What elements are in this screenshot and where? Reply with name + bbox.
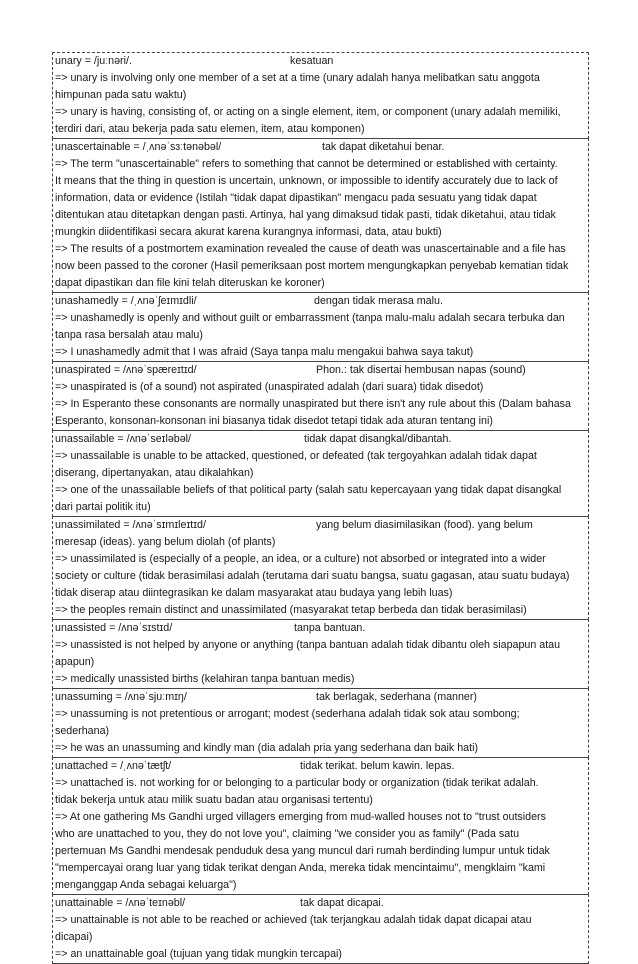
dictionary-entry — [52, 52, 589, 139]
entry-text-line: Esperanto, konsonan-konsonan ini biasanya tidak disedot tetapi tidak ada aturan tentang ini) — [54, 413, 587, 431]
entry-header — [54, 53, 587, 70]
entry-term: unaspirated = /ʌnəˈspæreɪtɪd/ — [55, 364, 197, 376]
entry-gloss: tak berlagak, sederhana (manner) — [316, 691, 477, 703]
entry-text-line: now been passed to the coroner (Hasil pemeriksaan post mortem mengungkapkan penyebab kematian tidak — [55, 260, 569, 272]
entry-header — [54, 758, 587, 775]
dictionary-entry — [52, 516, 589, 620]
dictionary-entry — [52, 894, 589, 964]
dictionary-entry — [52, 138, 589, 293]
entry-term: unassailable = /ʌnəˈseɪləbəl/ — [55, 433, 191, 445]
entry-text-line: dicapai) — [55, 931, 93, 943]
dictionary-entry — [52, 757, 589, 895]
entry-text-line: tidak diserap atau diintegrasikan ke dalam masyarakat atau budaya yang lebih luas) — [55, 587, 453, 599]
dictionary-page — [52, 52, 589, 964]
entry-header — [54, 362, 587, 379]
entry-term: unattainable = /ʌnəˈteɪnəbl/ — [55, 897, 186, 909]
entry-gloss: tidak terikat. belum kawin. lepas. — [300, 760, 455, 772]
entry-text-line: tanpa rasa bersalah atau malu) — [55, 329, 203, 341]
entry-text-line: dapat dipastikan dan file kini telah diteruskan ke koroner) — [54, 275, 587, 293]
entry-text-line: "mempercayai orang luar yang tidak terikat dengan Anda, mereka tidak mencintaimu", mengklaim "kami — [55, 862, 546, 874]
entry-text-line: => unary is involving only one member of a set at a time (unary adalah hanya melibatkan satu anggota — [55, 72, 540, 84]
entry-term: unassimilated = /ʌnəˈsɪmɪleɪtɪd/ — [55, 519, 206, 531]
entry-term: unashamedly = /ˌʌnəˈʃeɪmɪdli/ — [55, 295, 197, 307]
entry-text-line: => At one gathering Ms Gandhi urged villagers emerging from mud-walled houses not to "trust outsiders — [55, 811, 546, 823]
entry-text-line: pertemuan Ms Gandhi mendesak penduduk desa yang muncul dari rumah berdinding lumpur untuk tidak — [55, 845, 550, 857]
entry-text-line: => medically unassisted births (kelahiran tanpa bantuan medis) — [54, 671, 587, 689]
entry-term: unascertainable = /ˌʌnəˈsɜːtənəbəl/ — [55, 141, 222, 153]
entry-gloss: tak dapat dicapai. — [300, 897, 384, 909]
entry-gloss: Phon.: tak disertai hembusan napas (sound) — [316, 364, 526, 376]
entry-text-line: => unattached is. not working for or belonging to a particular body or organization (tidak terikat adalah. — [55, 777, 539, 789]
entry-text-line: It means that the thing in question is uncertain, unknown, or impossible to identify accurately due to lack of — [55, 175, 558, 187]
entry-text-line: => The results of a postmortem examination revealed the cause of death was unascertainable and a file has — [55, 243, 566, 255]
dictionary-entry — [52, 430, 589, 517]
entry-text-line: apapun) — [55, 656, 95, 668]
entry-header — [54, 517, 587, 534]
entry-text-line: => In Esperanto these consonants are normally unaspirated but there isn't any rule about this (Dalam bahasa — [55, 398, 571, 410]
entry-text-line: society or culture (tidak berasimilasi adalah (terutama dari suatu bangsa, suatu gagasan, atau suatu budaya) — [55, 570, 570, 582]
entry-header — [54, 139, 587, 156]
entry-text-line: => unassisted is not helped by anyone or anything (tanpa bantuan adalah tidak dibantu oleh siapapun atau — [55, 639, 561, 651]
entry-text-line: sederhana) — [55, 725, 110, 737]
entry-text-line: ditentukan atau ditetapkan dengan pasti. Artinya, hal yang dimaksud tidak pasti, tidak diketahui, atau tidak — [55, 209, 556, 221]
entry-text-line: information, data or evidence (Istilah "tidak dapat dipastikan" mengacu pada sesuatu yang tidak dapat — [55, 192, 537, 204]
entry-gloss: dengan tidak merasa malu. — [314, 295, 443, 307]
dictionary-entry — [52, 361, 589, 431]
entry-header — [54, 689, 587, 706]
entry-gloss: kesatuan — [290, 55, 334, 67]
entry-text-line: => unary is having, consisting of, or acting on a single element, item, or component (unary adalah memiliki, — [55, 106, 561, 118]
entry-text-line: => the peoples remain distinct and unassimilated (masyarakat tetap berbeda dan tidak berasimilasi) — [54, 602, 587, 620]
entry-gloss: tidak dapat disangkal/dibantah. — [304, 433, 452, 445]
entry-term: unassisted = /ʌnəˈsɪstɪd/ — [55, 622, 173, 634]
entry-term: unary = /juːnəri/. — [55, 55, 132, 67]
entry-term: unattached = /ˌʌnəˈtætʃt/ — [55, 760, 172, 772]
entry-text-line: => unassimilated is (especially of a people, an idea, or a culture) not absorbed or integrated into a wider — [55, 553, 546, 565]
entry-text-line: => one of the unassailable beliefs of that political party (salah satu kepercayaan yang tidak dapat disangkal — [55, 484, 562, 496]
entry-gloss: yang belum diasimilasikan (food). yang belum — [316, 519, 533, 531]
entry-text-line: => The term "unascertainable" refers to something that cannot be determined or established with certainty. — [55, 158, 558, 170]
entry-header — [54, 293, 587, 310]
entry-text-line: => unassailable is unable to be attacked, questioned, or defeated (tak tergoyahkan adalah tidak dapat — [55, 450, 537, 462]
entry-header — [54, 431, 587, 448]
entry-text-line: who are unattached to you, they do not love you", claiming "we consider you as family" (Pada satu — [55, 828, 520, 840]
entry-text-line: => unattainable is not able to be reached or achieved (tak terjangkau adalah tidak dapat dicapai atau — [55, 914, 532, 926]
entry-header — [54, 895, 587, 912]
entry-gloss: tanpa bantuan. — [294, 622, 366, 634]
entry-text-line: diserang, dipertanyakan, atau dikalahkan) — [55, 467, 254, 479]
dictionary-entry — [52, 292, 589, 362]
entry-text-line: tidak bekerja untuk atau milik suatu badan atau organisasi tertentu) — [55, 794, 373, 806]
entry-term: unassuming = /ʌnəˈsjuːmɪŋ/ — [55, 691, 187, 703]
entry-text-line: dari partai politik itu) — [54, 499, 587, 517]
entry-text-line: => an unattainable goal (tujuan yang tidak mungkin tercapai) — [54, 946, 587, 964]
entry-text-line: mungkin diidentifikasi secara akurat karena kurangnya informasi, data, atau bukti) — [55, 226, 442, 238]
dictionary-entry — [52, 688, 589, 758]
entry-text-line: terdiri dari, atau bekerja pada satu elemen, item, atau komponen) — [54, 121, 587, 139]
entry-text-line: meresap (ideas). yang belum diolah (of plants) — [55, 536, 276, 548]
entry-header — [54, 620, 587, 637]
entry-text-line: => unaspirated is (of a sound) not aspirated (unaspirated adalah (dari suara) tidak disedot) — [55, 381, 484, 393]
entry-text-line: himpunan pada satu waktu) — [55, 89, 187, 101]
entry-gloss: tak dapat diketahui benar. — [322, 141, 445, 153]
entry-text-line: => he was an unassuming and kindly man (dia adalah pria yang sederhana dan baik hati) — [54, 740, 587, 758]
entry-text-line: menganggap Anda sebagai keluarga") — [54, 877, 587, 895]
entry-text-line: => I unashamedly admit that I was afraid (Saya tanpa malu mengakui bahwa saya takut) — [54, 344, 587, 362]
entry-text-line: => unashamedly is openly and without guilt or embarrassment (tanpa malu-malu adalah secara terbuka dan — [55, 312, 565, 324]
entry-text-line: => unassuming is not pretentious or arrogant; modest (sederhana adalah tidak sok atau sombong; — [55, 708, 520, 720]
dictionary-entry — [52, 619, 589, 689]
